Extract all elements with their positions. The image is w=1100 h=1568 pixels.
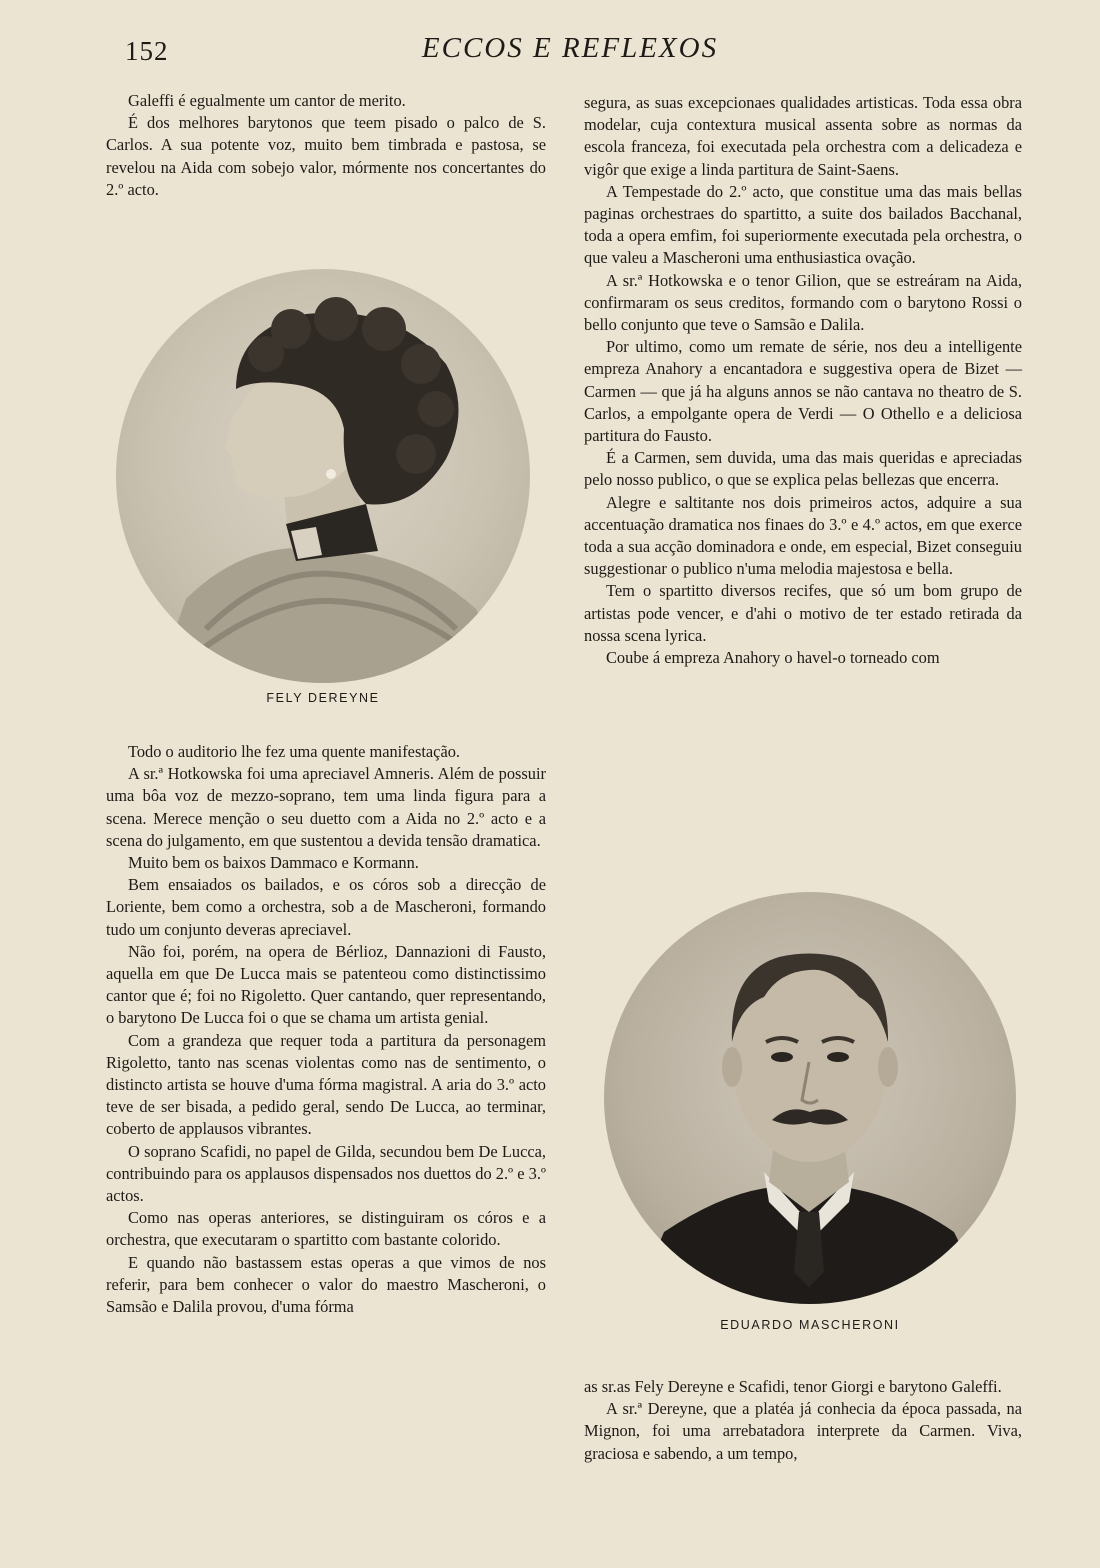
paragraph: É a Carmen, sem duvida, uma das mais queridas e apreciadas pelo nosso publico, o que se explica pelas bellezas que encerra. <box>584 448 1022 490</box>
paragraph: A Tempestade do 2.º acto, que constitue uma das mais bellas paginas orchestraes do spartitto, a suite dos bailados Bacchanal, toda a opera emfim, foi superiormente executada pela orchestra, o que valeu a Mascheroni uma enthusiastica ovação. <box>584 181 1022 268</box>
paragraph: Tem o spartitto diversos recifes, que só um bom grupo de artistas pode vencer, e d'ahi o motivo de ter estado retirada da nossa scena lyrica. <box>584 581 1022 645</box>
paragraph: Alegre e saltitante nos dois primeiros actos, adquire a sua accentuação dramatica nos finaes do 3.º e 4.º actos, em que exerce toda a sua acção dominadora e onde, em especial, Bizet conseguiu suggestionar o publico n'uma melodia majestosa e bella. <box>584 492 1022 579</box>
portrait-caption: FELY DEREYNE <box>266 691 380 705</box>
portrait-woman-image <box>116 269 530 683</box>
paragraph: Por ultimo, como um remate de série, nos deu a intelligente empreza Anahory a encantadora e suggestiva opera de Bizet — Carmen — que já ha alguns annos se não cantava no theatro de S. Carlos, a empolgante opera de Verdi — O Othello e a deliciosa partitura do Fausto. <box>584 337 1022 446</box>
paragraph: Como nas operas anteriores, se distinguiram os córos e a orchestra, que executaram o spartitto com bastante colorido. <box>106 1208 546 1250</box>
portrait-man-image <box>604 892 1016 1304</box>
portrait-eduardo-mascheroni <box>604 892 1016 1304</box>
left-column-top <box>106 90 546 201</box>
paragraph: Galeffi é egualmente um cantor de merito. <box>128 91 406 110</box>
paragraph: Muito bem os baixos Dammaco e Kormann. <box>128 853 419 873</box>
paragraph: O soprano Scafidi, no papel de Gilda, secundou bem De Lucca, contribuindo para os applausos dispensados nos duettos do 2.º e 3.º actos. <box>106 1141 546 1206</box>
paragraph: E quando não bastassem estas operas a que vimos de nos referir, para bem conhecer o valor do maestro Mascheroni, o Samsão e Dalila provou, d'uma fórma <box>106 1252 546 1317</box>
left-column-bottom <box>106 741 546 1318</box>
paragraph: É dos melhores barytonos que teem pisado o palco de S. Carlos. A sua potente voz, muito bem timbrada e pastosa, se revelou na Aida com sobejo valor, mórmente nos concertantes do 2.º acto. <box>106 113 546 199</box>
paragraph: Com a grandeza que requer toda a partitura da personagem Rigoletto, tanto nas scenas violentas como nas de sentimento, o distincto artista se houve d'uma fórma magistral. A aria do 3.º acto teve de ser bisada, a pedido geral, sendo De Lucca, ao terminar, coberto de applausos vibrantes. <box>106 1030 546 1139</box>
portrait-caption: EDUARDO MASCHERONI <box>720 1318 900 1332</box>
paragraph: Não foi, porém, na opera de Bérlioz, Dannazioni di Fausto, aquella em que De Lucca mais se patenteou como distinctissimo cantor que é; foi no Rigoletto. Quer cantando, quer representando, o barytono De Lucca foi o que se chama um artista genial. <box>106 941 546 1028</box>
paragraph: A sr.ª Hotkowska foi uma apreciavel Amneris. Além de possuir uma bôa voz de mezzo-soprano, tem uma linda figura para a scena. Merece menção o seu duetto com a Aida no 2.º acto e a scena do julgamento, em que sustentou a devida tensão dramatica. <box>106 764 546 850</box>
page-number: 152 <box>125 36 169 66</box>
paragraph: A sr.ª Hotkowska e o tenor Gilion, que se estreáram na Aida, confirmaram os seus creditos, formando com o barytono Rossi o bello conjunto que teve o Samsão e Dalila. <box>584 270 1022 335</box>
paragraph: Todo o auditorio lhe fez uma quente manifestação. <box>128 742 461 761</box>
paragraph: Bem ensaiados os bailados, e os córos sob a direcção de Loriente, bem como a orchestra, sob a de Mascheroni, formando tudo um conjunto deveras apreciavel. <box>106 875 546 939</box>
right-column-top <box>584 92 1022 669</box>
paragraph: segura, as suas excepcionaes qualidades artisticas. Toda essa obra modelar, cuja contextura musical assenta sobre as normas da escola franceza, foi executada pela orchestra com a delicadeza e vigôr que exige a linda partitura de Saint-Saens. <box>584 93 1022 179</box>
page-title: ECCOS E REFLEXOS <box>421 32 719 64</box>
paragraph: as sr.as Fely Dereyne e Scafidi, tenor Giorgi e barytono Galeffi. <box>584 1377 1002 1396</box>
paragraph: A sr.ª Dereyne, que a platéa já conhecia da época passada, na Mignon, foi uma arrebatadora interprete da Carmen. Viva, graciosa e sabendo, a um tempo, <box>584 1399 1022 1463</box>
portrait-fely-dereyne <box>116 269 530 683</box>
paragraph: Coube á empreza Anahory o havel-o torneado com <box>606 648 940 668</box>
right-column-bottom <box>584 1376 1022 1465</box>
